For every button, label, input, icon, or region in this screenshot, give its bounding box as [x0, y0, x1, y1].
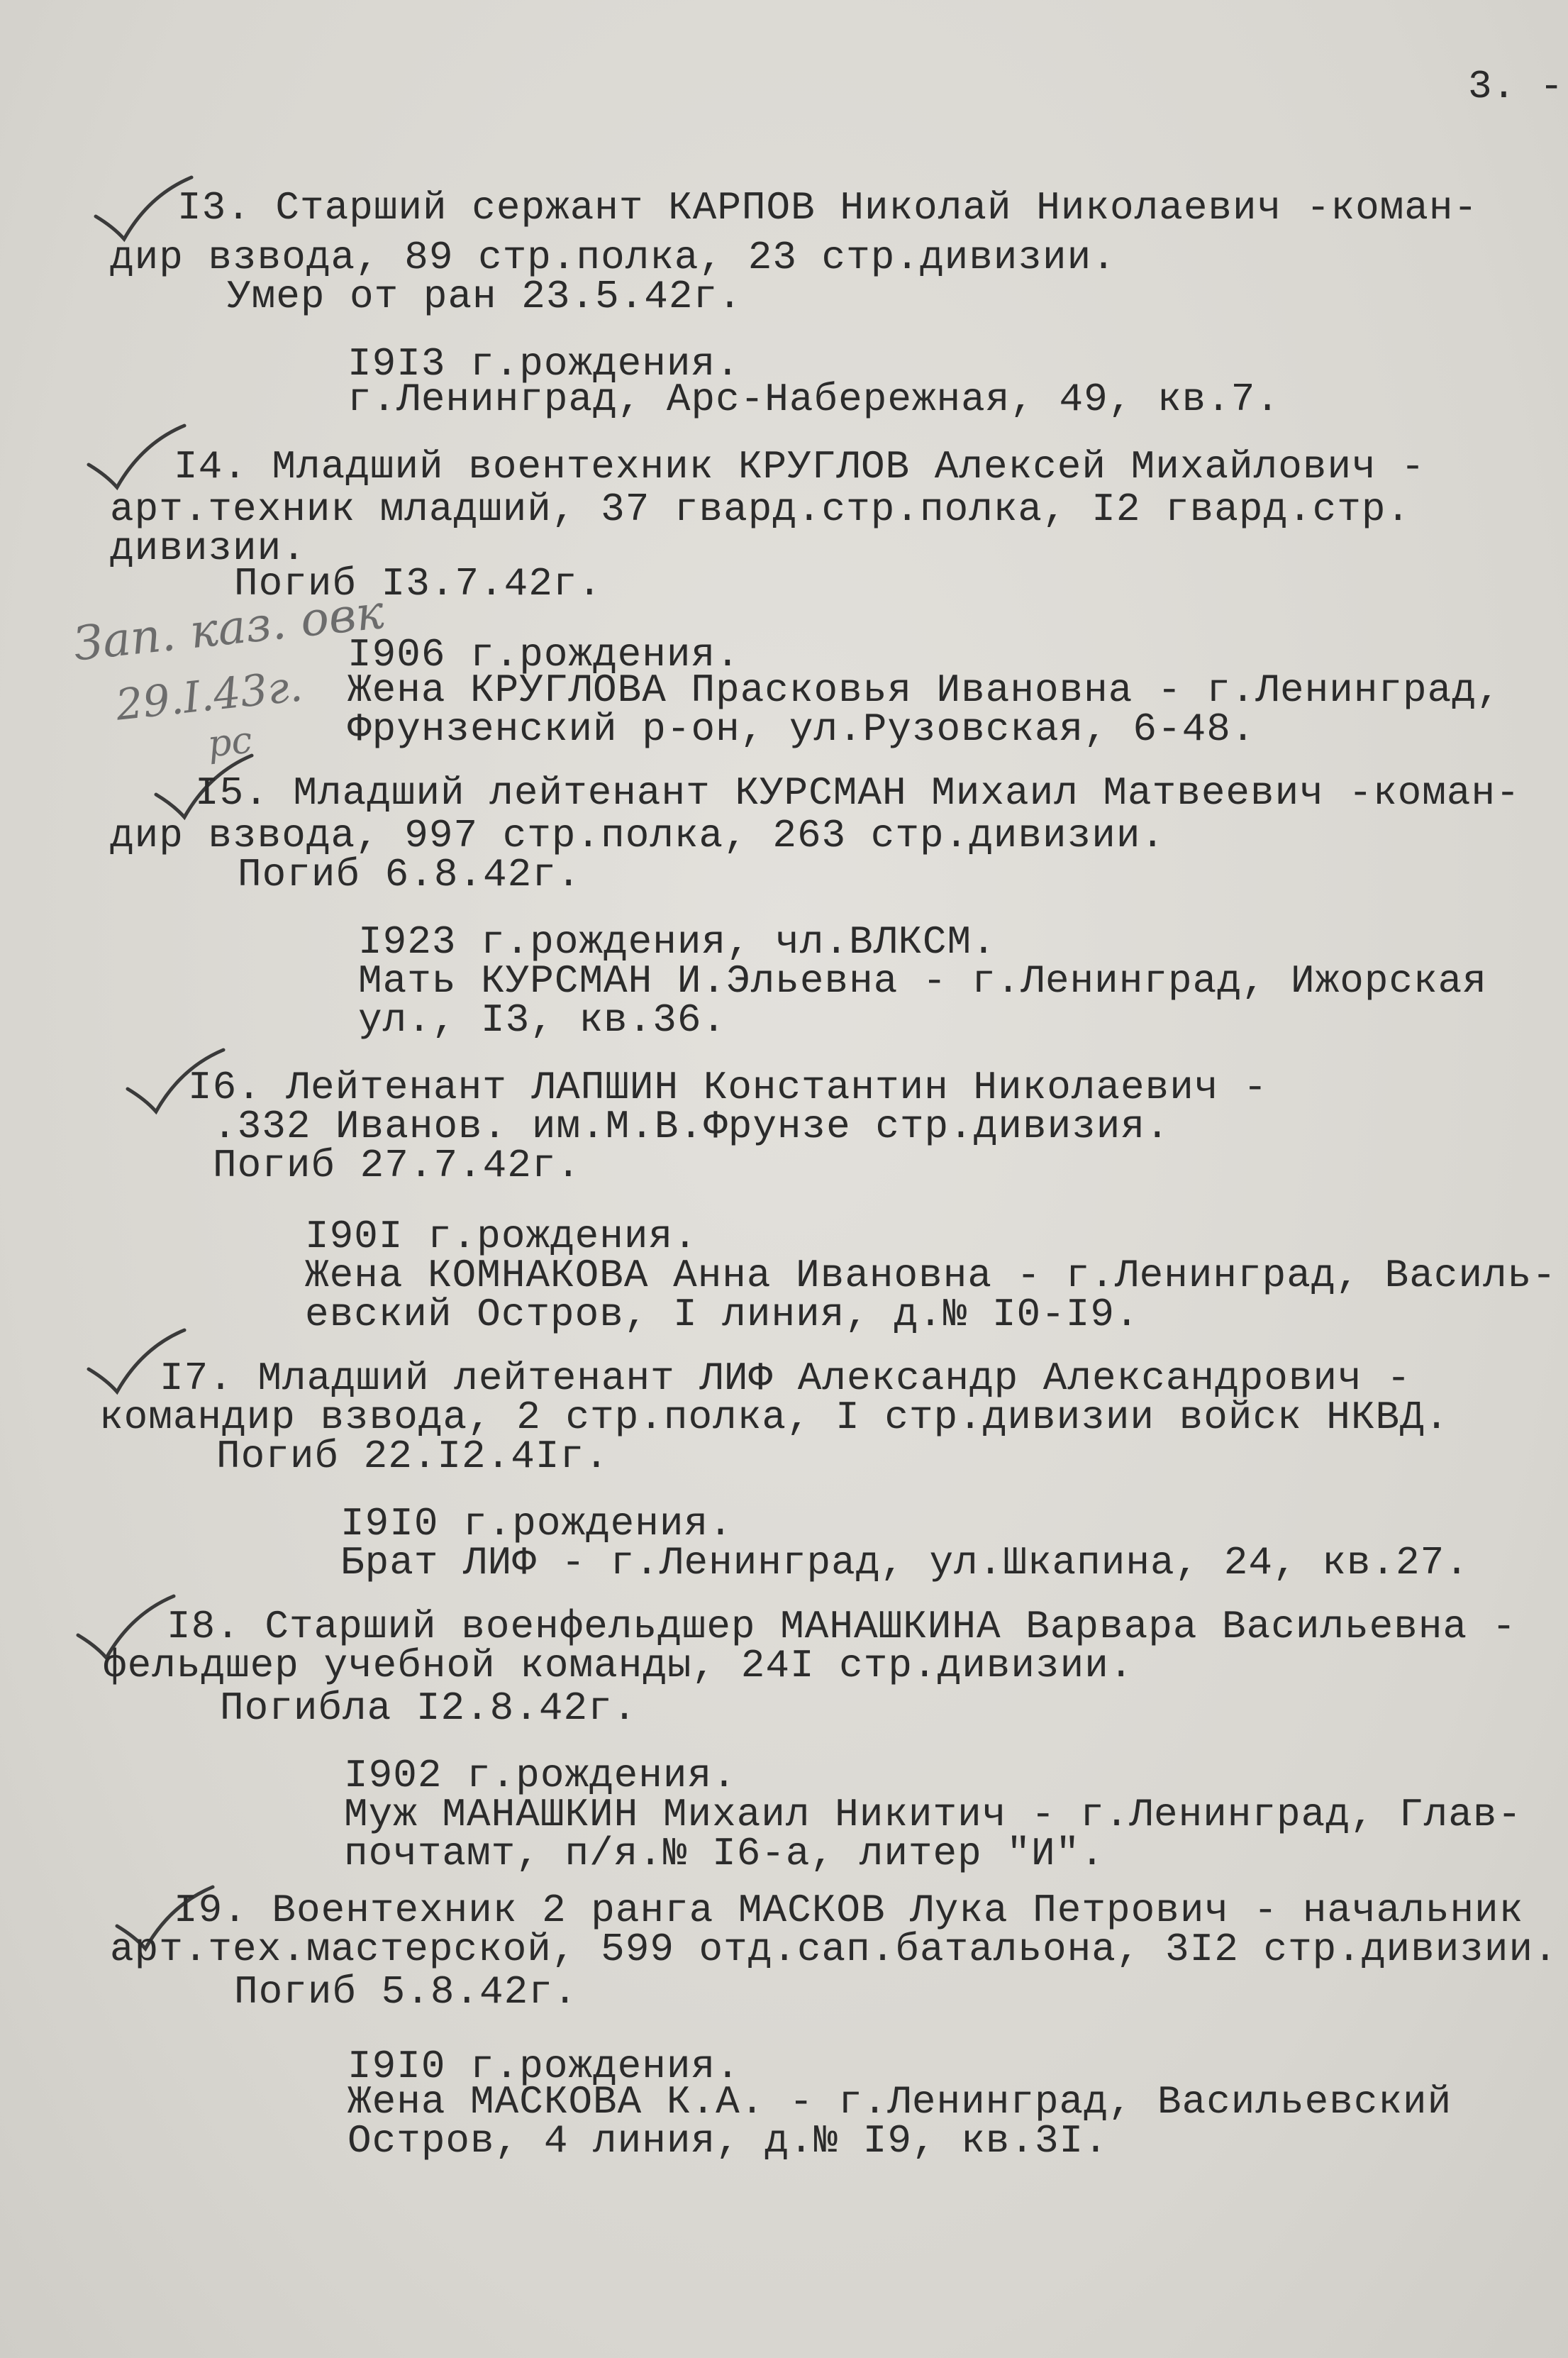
entry-15-birth: I923 г.рождения, чл.ВЛКСМ.: [358, 919, 996, 965]
entry-18-line-2: фельдшер учебной команды, 24I стр.дивизии.: [103, 1643, 1134, 1688]
entry-16-relative: Жена КОМНАКОВА Анна Ивановна - г.Ленинград, Василь-: [305, 1253, 1557, 1298]
entry-14-relative: Жена КРУГЛОВА Прасковья Ивановна - г.Ленинград,: [347, 668, 1501, 713]
entry-16-death: Погиб 27.7.42г.: [213, 1143, 582, 1188]
entry-17-address: Брат ЛИФ - г.Ленинград, ул.Шкапина, 24, кв.27.: [340, 1540, 1469, 1585]
entry-14-death: Погиб I3.7.42г.: [234, 561, 603, 607]
entry-14-birth: I906 г.рождения.: [347, 632, 740, 677]
entry-13-birth: I9I3 г.рождения.: [347, 341, 740, 387]
entry-15-relative: Мать КУРСМАН И.Эльевна - г.Ленинград, Ижорская: [358, 958, 1487, 1004]
entry-14-line-1: I4. Младший воентехник КРУГЛОВ Алексей Михайлович -: [174, 444, 1425, 489]
entry-14-line-2: арт.техник младший, 37 гвард.стр.полка, I2 гвард.стр.: [110, 487, 1411, 532]
entry-13-death: Умер от ран 23.5.42г.: [227, 274, 743, 319]
entry-13-address: г.Ленинград, Арс-Набережная, 49, кв.7.: [347, 377, 1281, 422]
entry-13-line-1: I3. Старший сержант КАРПОВ Николай Николаевич -коман-: [177, 185, 1479, 231]
handwritten-note-line-2: 29.I.43г.: [113, 661, 305, 731]
entry-14-address: Фрунзенский р-он, ул.Рузовская, 6-48.: [347, 707, 1256, 752]
entry-16-address: евский Остров, I линия, д.№ I0-I9.: [305, 1292, 1140, 1337]
entry-15-address: ул., I3, кв.36.: [358, 997, 727, 1043]
entry-16-line-2: .332 Иванов. им.М.В.Фрунзе стр.дивизия.: [213, 1104, 1170, 1149]
entry-18-relative: Муж МАНАШКИН Михаил Никитич - г.Ленинград, Глав-: [344, 1792, 1523, 1837]
entry-18-address: почтамт, п/я.№ I6-а, литер "И".: [344, 1831, 1105, 1876]
entry-13-line-2: дир взвода, 89 стр.полка, 23 стр.дивизии.: [110, 235, 1116, 280]
entry-17-line-2: командир взвода, 2 стр.полка, I стр.дивизии войск НКВД.: [99, 1395, 1450, 1440]
page-number: 3. -: [1468, 64, 1564, 109]
entry-17-line-1: I7. Младший лейтенант ЛИФ Александр Александрович -: [160, 1356, 1411, 1401]
entry-15-line-2: дир взвода, 997 стр.полка, 263 стр.дивизии.: [110, 813, 1166, 858]
entry-19-death: Погиб 5.8.42г.: [234, 1969, 578, 2015]
handwritten-note-line-1: Зап. каз. овк: [71, 585, 387, 672]
entry-19-line-2: арт.тех.мастерской, 599 отд.сап.батальона, 3I2 стр.дивизии.: [110, 1927, 1558, 1972]
entry-18-death: Погибла I2.8.42г.: [220, 1686, 638, 1731]
entry-17-birth: I9I0 г.рождения.: [340, 1501, 733, 1546]
entry-19-relative: Жена МАСКОВА К.А. - г.Ленинград, Васильевский: [347, 2079, 1452, 2125]
entry-17-death: Погиб 22.I2.4Iг.: [216, 1434, 609, 1479]
entry-14-line-3: дивизии.: [110, 526, 306, 571]
entry-16-line-1: I6. Лейтенант ЛАПШИН Константин Николаевич -: [188, 1065, 1268, 1110]
handwritten-note-line-3: рс: [206, 719, 255, 766]
entry-16-birth: I90I г.рождения.: [305, 1214, 698, 1259]
entry-18-birth: I902 г.рождения.: [344, 1753, 737, 1798]
entry-18-line-1: I8. Старший военфельдшер МАНАШКИНА Варвара Васильевна -: [167, 1604, 1517, 1649]
entry-15-line-1: I5. Младший лейтенант КУРСМАН Михаил Матвеевич -коман-: [195, 770, 1520, 816]
entry-15-death: Погиб 6.8.42г.: [238, 852, 582, 897]
entry-19-address: Остров, 4 линия, д.№ I9, кв.3I.: [347, 2118, 1108, 2164]
entry-19-line-1: I9. Воентехник 2 ранга МАСКОВ Лука Петрович - начальник: [174, 1888, 1524, 1933]
entry-19-birth: I9I0 г.рождения.: [347, 2044, 740, 2089]
